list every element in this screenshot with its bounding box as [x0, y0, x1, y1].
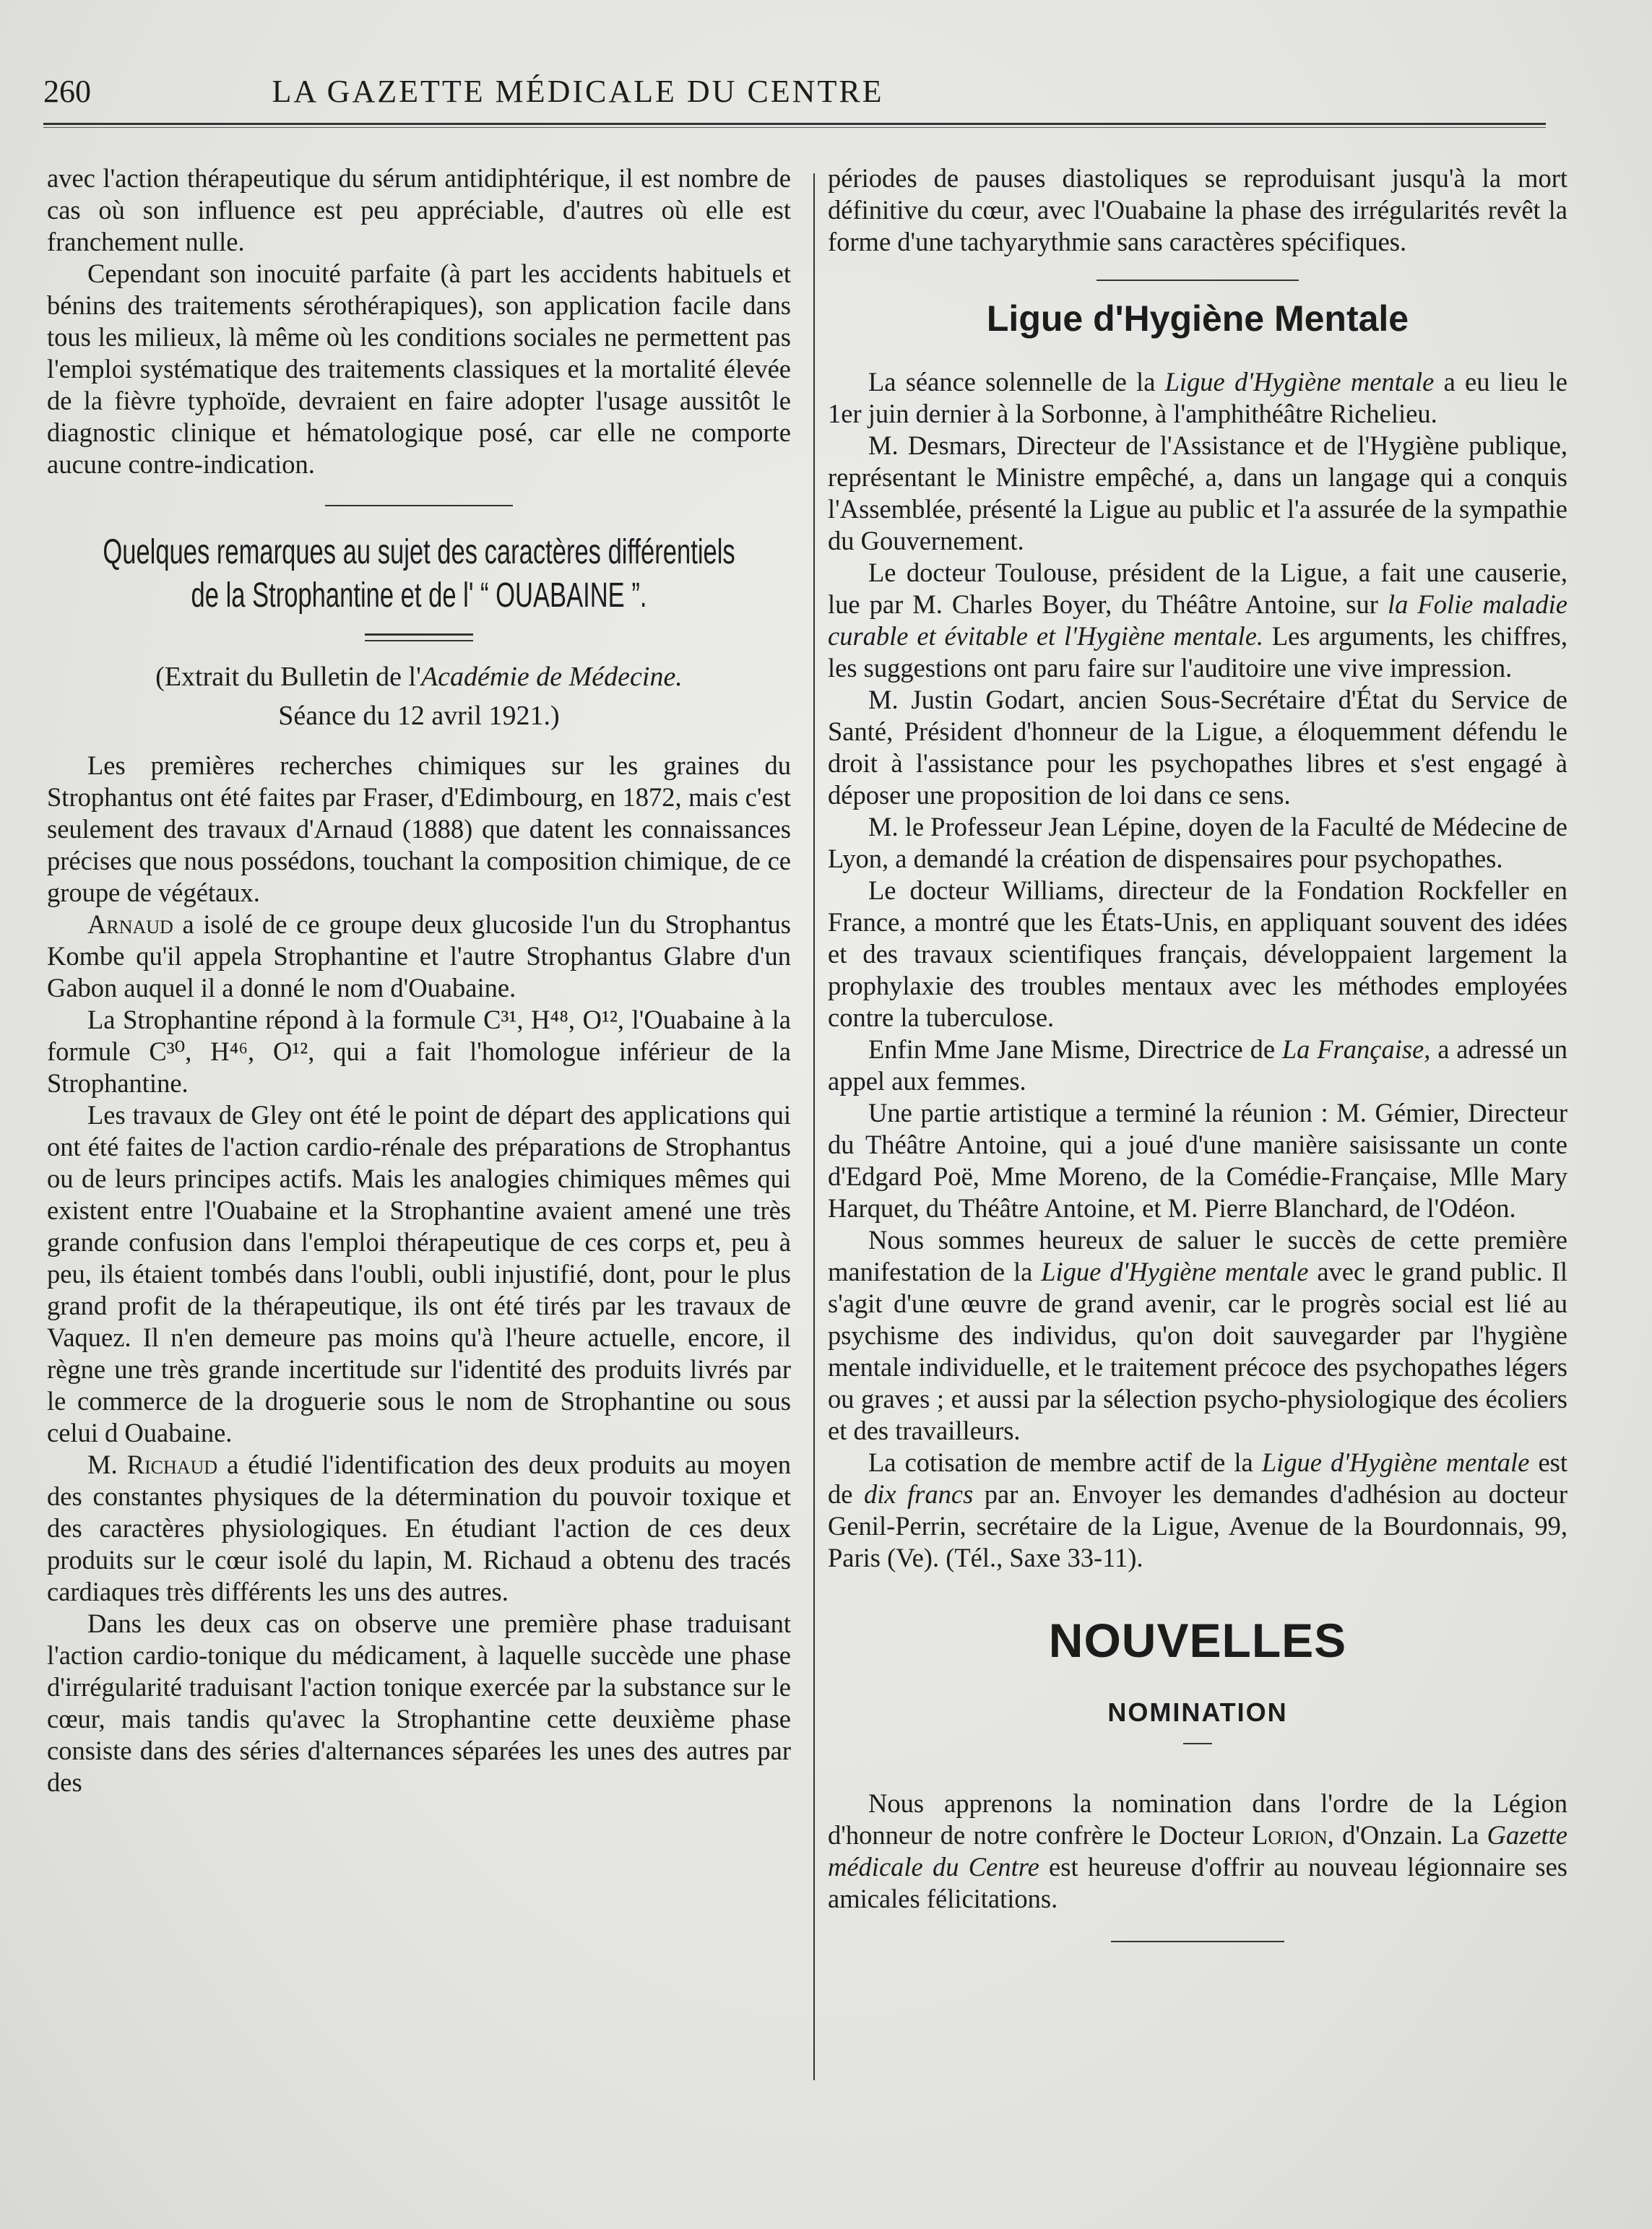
- article-title-line: Quelques remarques au sujet des caractères différentiels: [103, 533, 735, 571]
- italic-text: Ligue d'Hygiène mentale: [1041, 1257, 1309, 1286]
- italic-text: Ligue d'Hygiène mentale: [1261, 1447, 1530, 1477]
- paragraph: M. Justin Godart, ancien Sous-Secrétaire d'État du Service de Santé, Président d'honneur de la Ligue, a éloquemment défendu le droit à l'assistance pour les psychopathes libres et s'est engagé à déposer une proposition de loi dans ce sens.: [828, 685, 1567, 810]
- person-name: Lorion: [1252, 1820, 1328, 1850]
- page-header: [43, 69, 1546, 119]
- header-rule: [43, 123, 1546, 125]
- paragraph: Cependant son inocuité parfaite (à part les accidents habituels et bénins des traitements sérothérapiques), son application facile dans tous les milieux, là même où les conditions sociales ne permettent pas l'emploi systématique des traitements classiques et la mortalité élevée de la fièvre typhoïde, devraient en faire adopter l'usage aussitôt le diagnostic clinique et hématologique posé, car elle ne comporte aucune contre-indication.: [47, 259, 791, 479]
- article-title-line: de la Strophantine et de l' “ OUABAINE ”.: [191, 576, 647, 615]
- paragraph-text: Nous apprenons la nomination dans l'ordre de la Légion d'honneur de notre confrère le Docteur: [828, 1788, 1567, 1850]
- page-number: 260: [43, 74, 91, 109]
- subheading-nomination: NOMINATION: [1107, 1697, 1288, 1727]
- right-column: [828, 163, 1567, 1942]
- article-title: [78, 531, 759, 618]
- section-heading: Ligue d'Hygiène Mentale: [986, 298, 1409, 339]
- end-rule: [1111, 1941, 1284, 1942]
- source-date: Séance du 12 avril 1921.): [278, 701, 560, 731]
- author-name: Richaud: [126, 1450, 218, 1479]
- paragraph: [828, 1224, 1567, 1447]
- italic-text: dix francs: [863, 1479, 974, 1509]
- paragraph-text: a adressé un appel aux femmes.: [828, 1034, 1567, 1096]
- paragraph: avec l'action thérapeutique du sérum antidiphtérique, il est nombre de cas où son influence est peu appréciable, d'autres où elle est franchement nulle.: [47, 163, 791, 256]
- paragraph: [828, 1034, 1567, 1097]
- source-prefix: (Extrait du Bulletin de l': [155, 662, 421, 692]
- paragraph: La Strophantine répond à la formule C³¹, H⁴⁸, O¹², l'Ouabaine à la formule C³⁰, H⁴⁶, O¹², qui a fait l'homologue inférieur de la Strophantine.: [47, 1005, 791, 1098]
- paragraph: Dans les deux cas on observe une première phase traduisant l'action cardio-tonique du médicament, à laquelle succède une phase d'irrégularité traduisant l'action tonique exercée par la substance sur le cœur, mais tandis qu'avec la Strophantine cette deuxième phase consiste dans des séries d'alternances séparées les unes des autres par des: [47, 1609, 791, 1797]
- paragraph-text: M.: [87, 1450, 127, 1479]
- paragraph-text: a étudié l'identification des deux produits au moyen des constantes physiques de la détermination du pouvoir toxique et des caractères physiologiques. En étudiant l'action de ces deux produits sur le cœur isolé du lapin, M. Richaud a obtenu des tracés cardiaques très différents les uns des autres.: [47, 1450, 791, 1606]
- short-dash: [1183, 1743, 1212, 1744]
- paragraph: [47, 1449, 791, 1608]
- author-name: Arnaud: [87, 909, 173, 939]
- paragraph-text: Le docteur Toulouse, président de la Ligue, a fait une causerie, lue par M. Charles Boyer, du Théâtre Antoine, sur: [828, 558, 1567, 619]
- italic-text: la Folie maladie curable et évitable et l'Hygiène mentale.: [828, 589, 1567, 651]
- left-column: [47, 163, 791, 1799]
- paragraph-text: avec le grand public. Il s'agit d'une œuvre de grand avenir, car le progrès social est lié au psychisme des individus, qu'on doit sauvegarder par l'hygiène mentale individuelle, et le traitement précoce des psychopathes légers ou graves ; et aussi par la sélection psycho-physiologique des écoliers et des travailleurs.: [828, 1257, 1567, 1445]
- source-journal: Académie de Médecine.: [420, 662, 683, 692]
- paragraph: Les travaux de Gley ont été le point de départ des applications qui ont été faites de l'action cardio-rénale des préparations de Strophantus ou de leurs principes actifs. Mais les analogies chimiques mêmes qui existent entre l'Ouabaine et la Strophantine avaient amené une très grande confusion dans l'emploi thérapeutique de ces corps et, peu à peu, ils étaient tombés dans l'oubli, oubli injustifié, dont, pour le plus grand profit de la thérapeutique, ils ont été tirés par les travaux de Vaquez. Il n'en demeure pas moins qu'à l'heure actuelle, encore, il règne une très grande incertitude sur l'identité des produits livrés par le commerce de la droguerie sous le nom de Strophantine ou sous celui d Ouabaine.: [47, 1100, 791, 1447]
- italic-text: Gazette médicale du Centre: [828, 1820, 1567, 1882]
- paragraph: M. Desmars, Directeur de l'Assistance et de l'Hygiène publique, représentant le Ministre empêché, a, dans un langage qui a conquis l'Assemblée, présenté la Ligue au public et l'a assurée de la sympathie du Gouvernement.: [828, 430, 1567, 555]
- paragraph-text: a isolé de ce groupe deux glucoside l'un du Strophantus Kombe qu'il appela Strophantine et l'autre Strophantus Glabre d'un Gabon auquel il a donné le nom d'Ouabaine.: [47, 909, 791, 1003]
- column-divider: [813, 173, 815, 2080]
- italic-text: Ligue d'Hygiène mentale: [1164, 367, 1435, 397]
- paragraph: Une partie artistique a terminé la réunion : M. Gémier, Directeur du Théâtre Antoine, qui a joué d'une manière saisissante un conte d'Edgard Poë, Mme Moreno, de la Comédie-Française, Mlle Mary Harquet, du Théâtre Antoine, et M. Pierre Blanchard, de l'Odéon.: [828, 1098, 1567, 1223]
- running-title: LA GAZETTE MÉDICALE DU CENTRE: [272, 74, 884, 109]
- paragraph-text: par an. Envoyer les demandes d'adhésion au docteur Genil-Perrin, secrétaire de la Ligue, Avenue de la Bourdonnais, 99, Paris (Ve). (Tél., Saxe 33-11).: [828, 1479, 1568, 1572]
- italic-text: La Française,: [1281, 1034, 1431, 1064]
- paragraph-text: La séance solennelle de la: [868, 367, 1165, 397]
- paragraph: Le docteur Williams, directeur de la Fondation Rockfeller en France, a montré que les États-Unis, en appliquant souvent des idées et des travaux scientifiques français, développaient largement la prophylaxie des troubles mentaux avec les méthodes employées contre la tuberculose.: [828, 875, 1567, 1032]
- paragraph-text: Enfin Mme Jane Misme, Directrice de: [868, 1034, 1282, 1064]
- paragraph-text: Nous sommes heureux de saluer le succès de cette première manifestation de la: [828, 1225, 1567, 1286]
- double-rule: [365, 633, 473, 641]
- section-heading-nouvelles: NOUVELLES: [1048, 1614, 1347, 1667]
- paragraph: [828, 557, 1567, 684]
- paragraph-text: a eu lieu le 1er juin dernier à la Sorbonne, à l'amphithéâtre Richelieu.: [828, 367, 1567, 428]
- paragraph-text: La cotisation de membre actif de la: [868, 1447, 1262, 1477]
- source-line: [47, 657, 791, 696]
- paragraph: [47, 909, 791, 1004]
- paragraph: M. le Professeur Jean Lépine, doyen de la Faculté de Médecine de Lyon, a demandé la création de dispensaires pour psychopathes.: [828, 812, 1567, 873]
- paragraph: Les premières recherches chimiques sur les graines du Strophantus ont été faites par Fraser, d'Edimbourg, en 1872, mais c'est seulement des travaux d'Arnaud (1888) que datent les connaissances précises que nous possédons, touchant la composition chimique, de ce groupe de végétaux.: [47, 750, 791, 907]
- paragraph-text: Les arguments, les chiffres, les suggestions ont paru faire sur l'auditoire une vive impression.: [828, 621, 1567, 683]
- section-separator: [1097, 280, 1299, 281]
- article-source: [47, 657, 791, 735]
- paragraph-text: est heureuse d'offrir au nouveau légionnaire ses amicales félicitations.: [828, 1852, 1567, 1913]
- section-separator: [325, 505, 513, 506]
- paragraph: [828, 1788, 1567, 1915]
- paragraph-text: , d'Onzain. La: [1327, 1820, 1487, 1850]
- paragraph: [828, 1447, 1567, 1574]
- header-rule-thin: [43, 127, 1546, 128]
- paragraph-text: est de: [828, 1447, 1567, 1509]
- paragraph: [828, 366, 1567, 430]
- paragraph: périodes de pauses diastoliques se reproduisant jusqu'à la mort définitive du cœur, avec l'Ouabaine la phase des irrégularités revêt la forme d'une tachyarythmie sans caractères spécifiques.: [828, 163, 1567, 256]
